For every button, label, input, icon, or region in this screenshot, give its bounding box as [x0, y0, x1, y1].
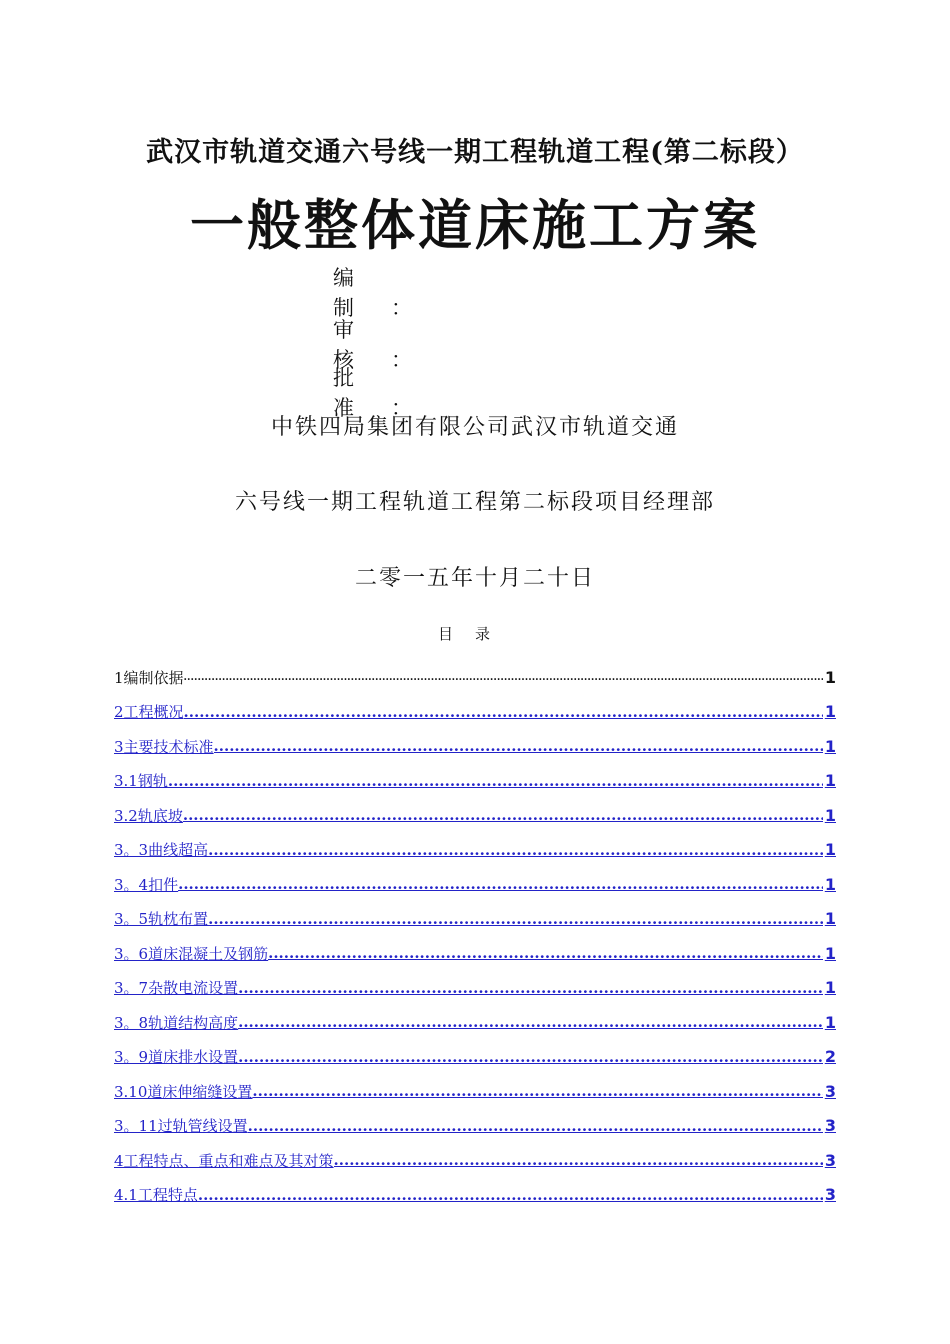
toc-entry-label: 3.2轨底坡 — [114, 806, 183, 825]
toc-entry-page: 1 — [824, 771, 836, 791]
toc-entry-page: 3 — [824, 1116, 836, 1136]
toc-entry[interactable] — [114, 729, 836, 764]
toc-entry[interactable] — [114, 798, 836, 833]
organization-line-2: 六号线一期工程轨道工程第二标段项目经理部 — [234, 490, 715, 515]
document-date: 二零一五年十月二十日 — [354, 566, 595, 591]
toc-entry-label: 3。9道床排水设置 — [114, 1048, 239, 1067]
toc-entry[interactable] — [114, 833, 836, 868]
toc-entry[interactable] — [114, 1178, 836, 1213]
toc-entry-label: 3。3曲线超高 — [114, 841, 209, 860]
toc-entry[interactable] — [114, 1040, 836, 1075]
toc-entry[interactable] — [114, 902, 836, 937]
toc-leader-dots — [184, 703, 823, 721]
toc-entry-label: 3。8轨道结构高度 — [114, 1013, 239, 1032]
toc-entry-label: 3。6道床混凝土及钢筋 — [114, 944, 269, 963]
toc-entry[interactable] — [114, 971, 836, 1006]
toc-entry[interactable] — [114, 1005, 836, 1040]
toc-entry-label: 3。11过轨管线设置 — [114, 1117, 248, 1136]
toc-entry-label: 4.1工程特点 — [114, 1186, 198, 1205]
toc-entry-page: 1 — [824, 702, 836, 722]
toc-leader-dots — [184, 672, 823, 683]
toc-leader-dots — [252, 1082, 822, 1100]
toc-leader-dots — [198, 1186, 823, 1204]
toc-leader-dots — [238, 1013, 823, 1031]
toc-entry-page: 1 — [824, 840, 836, 860]
project-subtitle: 武汉市轨道交通六号线一期工程轨道工程(第二标段） — [146, 137, 804, 168]
toc-leader-dots — [208, 910, 823, 928]
toc-entry[interactable] — [114, 936, 836, 971]
toc-entry-page: 1 — [824, 667, 836, 687]
toc-entry-page: 1 — [824, 805, 836, 825]
toc-leader-dots — [238, 1048, 823, 1066]
signature-label: 审核 — [333, 318, 368, 372]
toc-leader-dots — [214, 737, 823, 755]
toc-entry-page: 1 — [824, 874, 836, 894]
toc-entry-page: 1 — [824, 909, 836, 929]
table-of-contents — [114, 660, 836, 1212]
toc-entry-label: 4工程特点、重点和难点及其对策 — [114, 1151, 334, 1170]
toc-entry-label: 2工程概况 — [114, 703, 184, 722]
signature-label: 编制 — [333, 266, 368, 320]
toc-leader-dots — [268, 944, 823, 962]
toc-entry-label: 1编制依据 — [114, 668, 184, 687]
toc-entry-label: 3.10道床伸缩缝设置 — [114, 1082, 253, 1101]
signature-reviewed-by: 审核 ： — [333, 314, 414, 374]
toc-title: 目录 — [437, 625, 512, 643]
signature-approved-by: 批准 ： — [333, 362, 414, 422]
toc-entry-page: 2 — [824, 1047, 836, 1067]
toc-entry-page: 3 — [824, 1081, 836, 1101]
toc-entry[interactable] — [114, 764, 836, 799]
toc-entry[interactable] — [114, 867, 836, 902]
toc-entry-label: 3。5轨枕布置 — [114, 910, 209, 929]
document-title: 一般整体道床施工方案 — [190, 193, 760, 257]
toc-entry-label: 3。7杂散电流设置 — [114, 979, 239, 998]
toc-entry-label: 3主要技术标准 — [114, 737, 214, 756]
toc-entry — [114, 660, 836, 695]
signature-label: 批准 — [333, 366, 368, 420]
toc-entry-page: 3 — [824, 1185, 836, 1205]
toc-leader-dots — [178, 875, 823, 893]
toc-entry-page: 3 — [824, 1150, 836, 1170]
toc-entry-page: 1 — [824, 943, 836, 963]
toc-leader-dots — [248, 1117, 823, 1135]
toc-leader-dots — [208, 841, 823, 859]
toc-entry-label: 3.1钢轨 — [114, 772, 168, 791]
toc-entry-page: 1 — [824, 1012, 836, 1032]
toc-entry-page: 1 — [824, 978, 836, 998]
toc-leader-dots — [168, 772, 823, 790]
toc-entry-page: 1 — [824, 736, 836, 756]
organization-line-1: 中铁四局集团有限公司武汉市轨道交通 — [270, 415, 679, 440]
signature-compiled-by: 编制 ： — [333, 262, 414, 322]
toc-entry[interactable] — [114, 695, 836, 730]
toc-leader-dots — [238, 979, 823, 997]
toc-entry[interactable] — [114, 1074, 836, 1109]
toc-entry-label: 3。4扣件 — [114, 875, 179, 894]
toc-entry[interactable] — [114, 1109, 836, 1144]
toc-entry[interactable] — [114, 1143, 836, 1178]
toc-leader-dots — [334, 1151, 823, 1169]
toc-leader-dots — [183, 806, 823, 824]
